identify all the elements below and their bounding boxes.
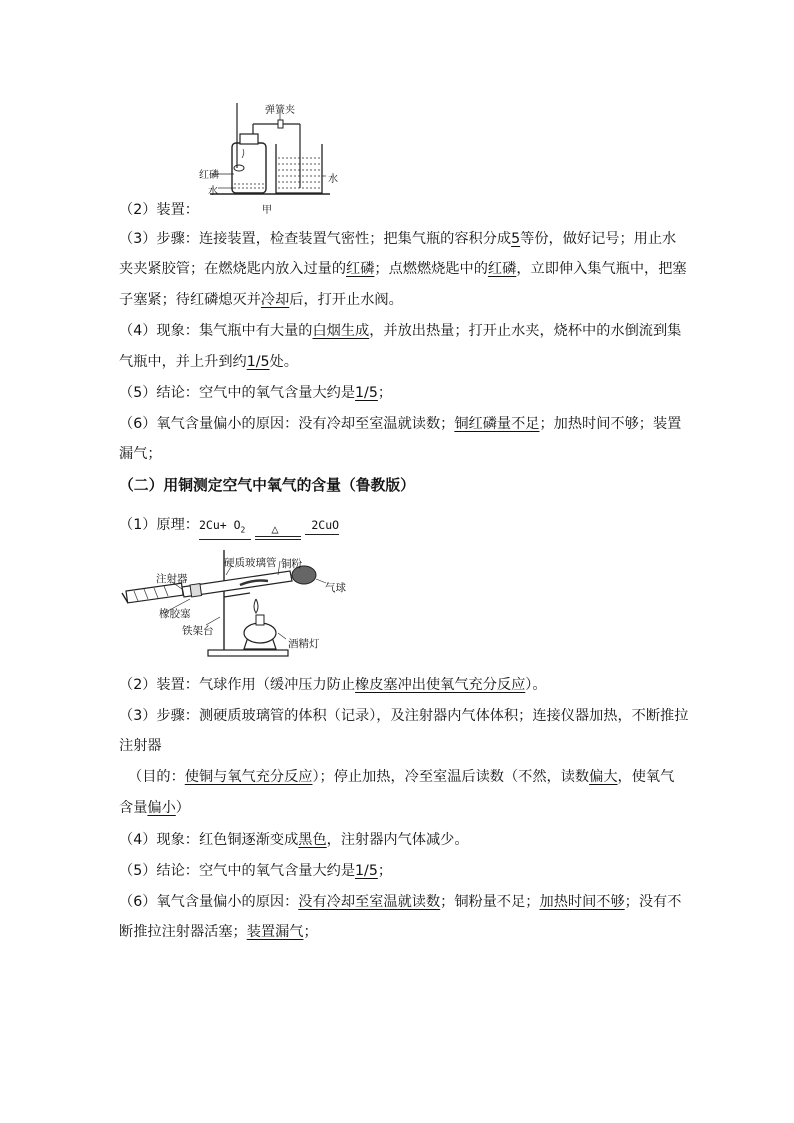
- figure1-caption: 甲: [262, 205, 272, 216]
- s2-item3-line2: 注射器: [119, 738, 162, 754]
- s1-item6-line2: 漏气；: [119, 446, 162, 462]
- s1-item6-line1: （6）氧气含量偏小的原因：没有冷却至室温就读数；铜红磷量不足；加热时间不够；装置: [119, 416, 682, 432]
- s1-item5: （5）结论：空气中的氧气含量大约是1/5；: [119, 385, 393, 401]
- label-glass-tube: 硬质玻璃管: [224, 557, 277, 569]
- s2-item6-line2: 断推拉注射器活塞；装置漏气；: [119, 924, 318, 940]
- s2-item5: （5）结论：空气中的氧气含量大约是1/5；: [119, 863, 393, 879]
- heat-symbol: △: [271, 522, 279, 536]
- s1-item3-line1: （3）步骤：连接装置，检查装置气密性；把集气瓶的容积分成5等份，做好记号；用止水: [119, 231, 677, 247]
- s2-item3-line3: （目的：使铜与氧气充分反应）；停止加热，冷至室温后读数（不然，读数偏大，使氧气: [128, 769, 675, 785]
- label-balloon: 气球: [325, 582, 346, 594]
- s2-item3-line1: （3）步骤：测硬质玻璃管的体积（记录），及注射器内气体体积；连接仪器加热，不断推拉: [119, 708, 689, 724]
- label-water-left: 水: [208, 186, 218, 197]
- label-water-right: 水: [328, 174, 338, 185]
- s2-item6-line1: （6）氧气含量偏小的原因：没有冷却至室温就读数；铜粉量不足；加热时间不够；没有不: [119, 894, 682, 910]
- s2-item1: （1）原理：$2Cu+ O_2$ △ 2CuO: [119, 516, 339, 540]
- s2-item2: （2）装置：气球作用（缓冲压力防止橡皮塞冲出使氧气充分反应）。: [119, 677, 547, 693]
- label-iron-stand: 铁架台: [182, 625, 214, 637]
- s1-item3-line2: 夹夹紧胶管；在燃烧匙内放入过量的红磷；点燃燃烧匙中的红磷，立即伸入集气瓶中，把塞: [119, 261, 687, 277]
- label-phosphorus: 红磷: [199, 170, 219, 181]
- label-copper-powder: 铜粉: [281, 558, 302, 570]
- label-alcohol-lamp: 酒精灯: [288, 638, 320, 650]
- label-stopper: 橡胶塞: [159, 608, 191, 620]
- s2-heading: （二）用铜测定空气中氧气的含量（鲁教版）: [119, 477, 415, 494]
- s1-item4-line2: 气瓶中，并上升到约1/5处。: [119, 354, 298, 370]
- s1-item3-line3: 子塞紧；待红磷熄灭并冷却后，打开止水阀。: [119, 292, 403, 308]
- s1-item2: （2）装置：: [119, 202, 199, 218]
- s2-item4: （4）现象：红色铜逐渐变成黑色，注射器内气体减少。: [119, 832, 469, 848]
- s1-item4-line1: （4）现象：集气瓶中有大量的白烟生成，并放出热量；打开止水夹，烧杯中的水倒流到集: [119, 323, 682, 339]
- label-syringe: 注射器: [156, 573, 188, 585]
- s2-item3-line4: 含量偏小）: [119, 800, 190, 816]
- label-clamp: 弹簧夹: [265, 105, 295, 116]
